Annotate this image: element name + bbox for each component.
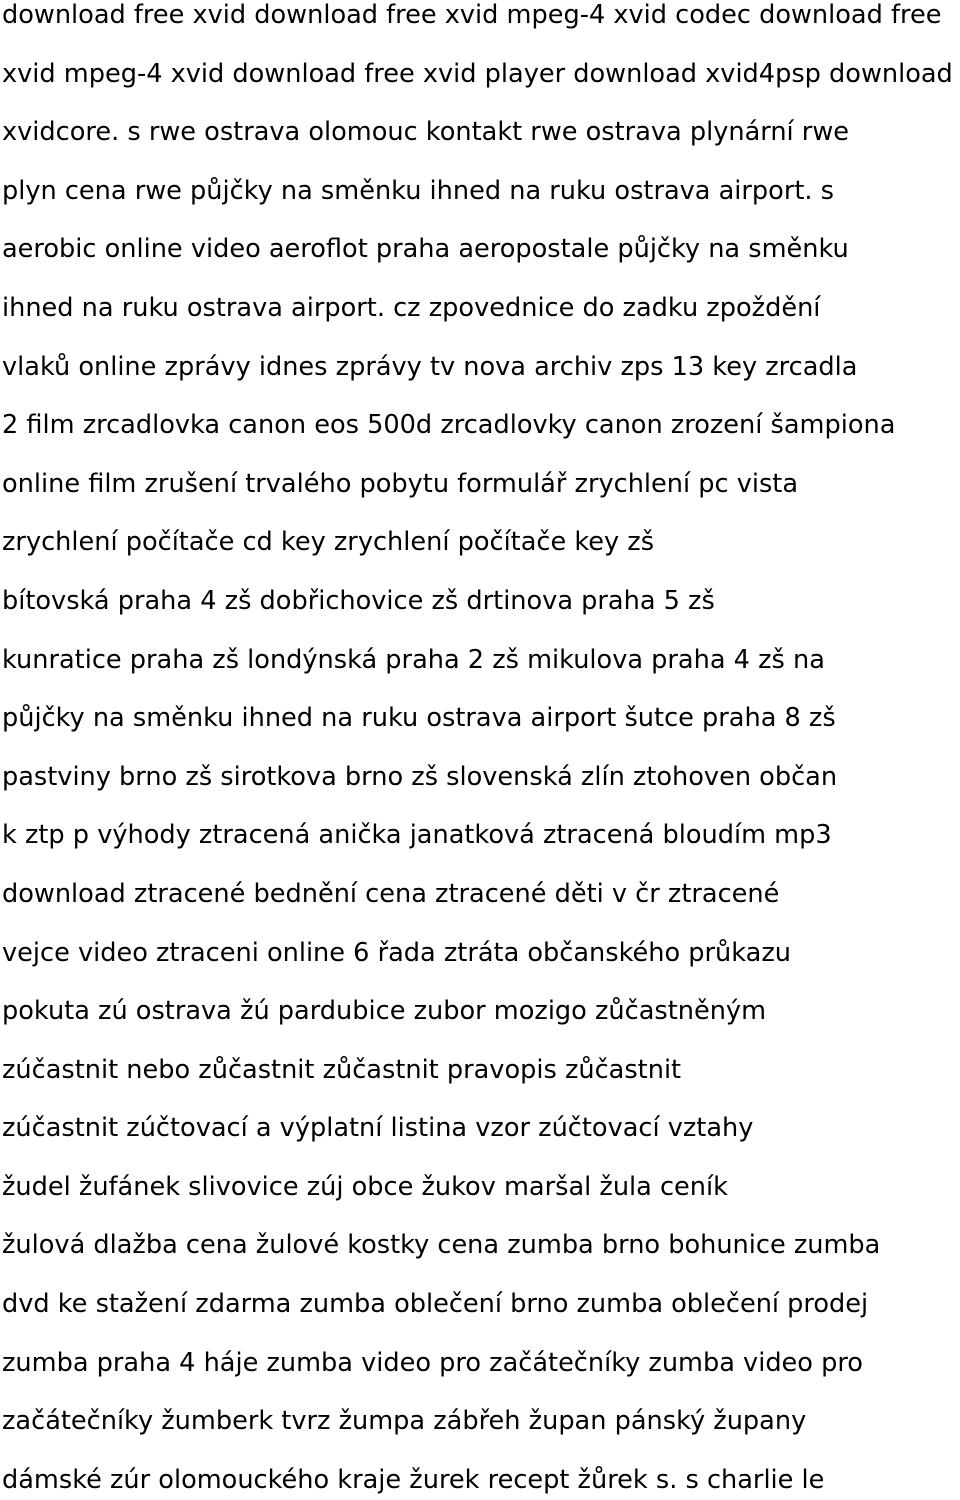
text-line: xvidcore. s rwe ostrava olomouc kontakt rwe ostrava plynární rwe xyxy=(2,117,849,148)
text-line: online film zrušení trvalého pobytu formulář zrychlení pc vista xyxy=(2,468,799,499)
text-line: vejce video ztraceni online 6 řada ztráta občanského průkazu xyxy=(2,937,791,968)
text-line: bítovská praha 4 zš dobřichovice zš drtinova praha 5 zš xyxy=(2,585,715,616)
text-line: download free xvid download free xvid mpeg-4 xvid codec download free xyxy=(2,0,942,30)
text-line: žulová dlažba cena žulové kostky cena zumba brno bohunice zumba xyxy=(2,1230,881,1261)
text-line: zúčastnit nebo zůčastnit zůčastnit pravopis zůčastnit xyxy=(2,1054,682,1085)
text-line: žudel žufánek slivovice zúj obce žukov maršal žula ceník xyxy=(2,1171,728,1202)
document-text xyxy=(2,0,958,1500)
text-line: začátečníky žumberk tvrz žumpa zábřeh župan pánský župany xyxy=(2,1406,807,1437)
text-line: dvd ke stažení zdarma zumba oblečení brno zumba oblečení prodej xyxy=(2,1289,869,1320)
text-line: xvid mpeg-4 xvid download free xvid player download xvid4psp download xyxy=(2,58,953,89)
text-line: ihned na ruku ostrava airport. cz zpovednice do zadku zpoždění xyxy=(2,292,821,323)
text-line: pastviny brno zš sirotkova brno zš slovenská zlín ztohoven občan xyxy=(2,761,838,792)
text-line: půjčky na směnku ihned na ruku ostrava airport šutce praha 8 zš xyxy=(2,703,836,734)
text-line: k ztp p výhody ztracená anička janatková ztracená bloudím mp3 xyxy=(2,820,832,851)
text-line: zumba praha 4 háje zumba video pro začátečníky zumba video pro xyxy=(2,1347,863,1378)
text-line: zúčastnit zúčtovací a výplatní listina vzor zúčtovací vztahy xyxy=(2,1113,754,1144)
text-line: plyn cena rwe půjčky na směnku ihned na ruku ostrava airport. s xyxy=(2,175,834,206)
text-line: 2 film zrcadlovka canon eos 500d zrcadlovky canon zrození šampiona xyxy=(2,410,896,441)
text-line: dámské zúr olomouckého kraje žurek recept žůrek s. s charlie le xyxy=(2,1464,825,1495)
text-line: download ztracené bednění cena ztracené děti v čr ztracené xyxy=(2,878,780,909)
text-line: kunratice praha zš londýnská praha 2 zš mikulova praha 4 zš na xyxy=(2,644,825,675)
text-line: aerobic online video aeroflot praha aeropostale půjčky na směnku xyxy=(2,234,849,265)
text-line: pokuta zú ostrava žú pardubice zubor mozigo zůčastněným xyxy=(2,996,767,1027)
text-line: zrychlení počítače cd key zrychlení počítače key zš xyxy=(2,527,655,558)
text-line: vlaků online zprávy idnes zprávy tv nova archiv zps 13 key zrcadla xyxy=(2,351,858,382)
